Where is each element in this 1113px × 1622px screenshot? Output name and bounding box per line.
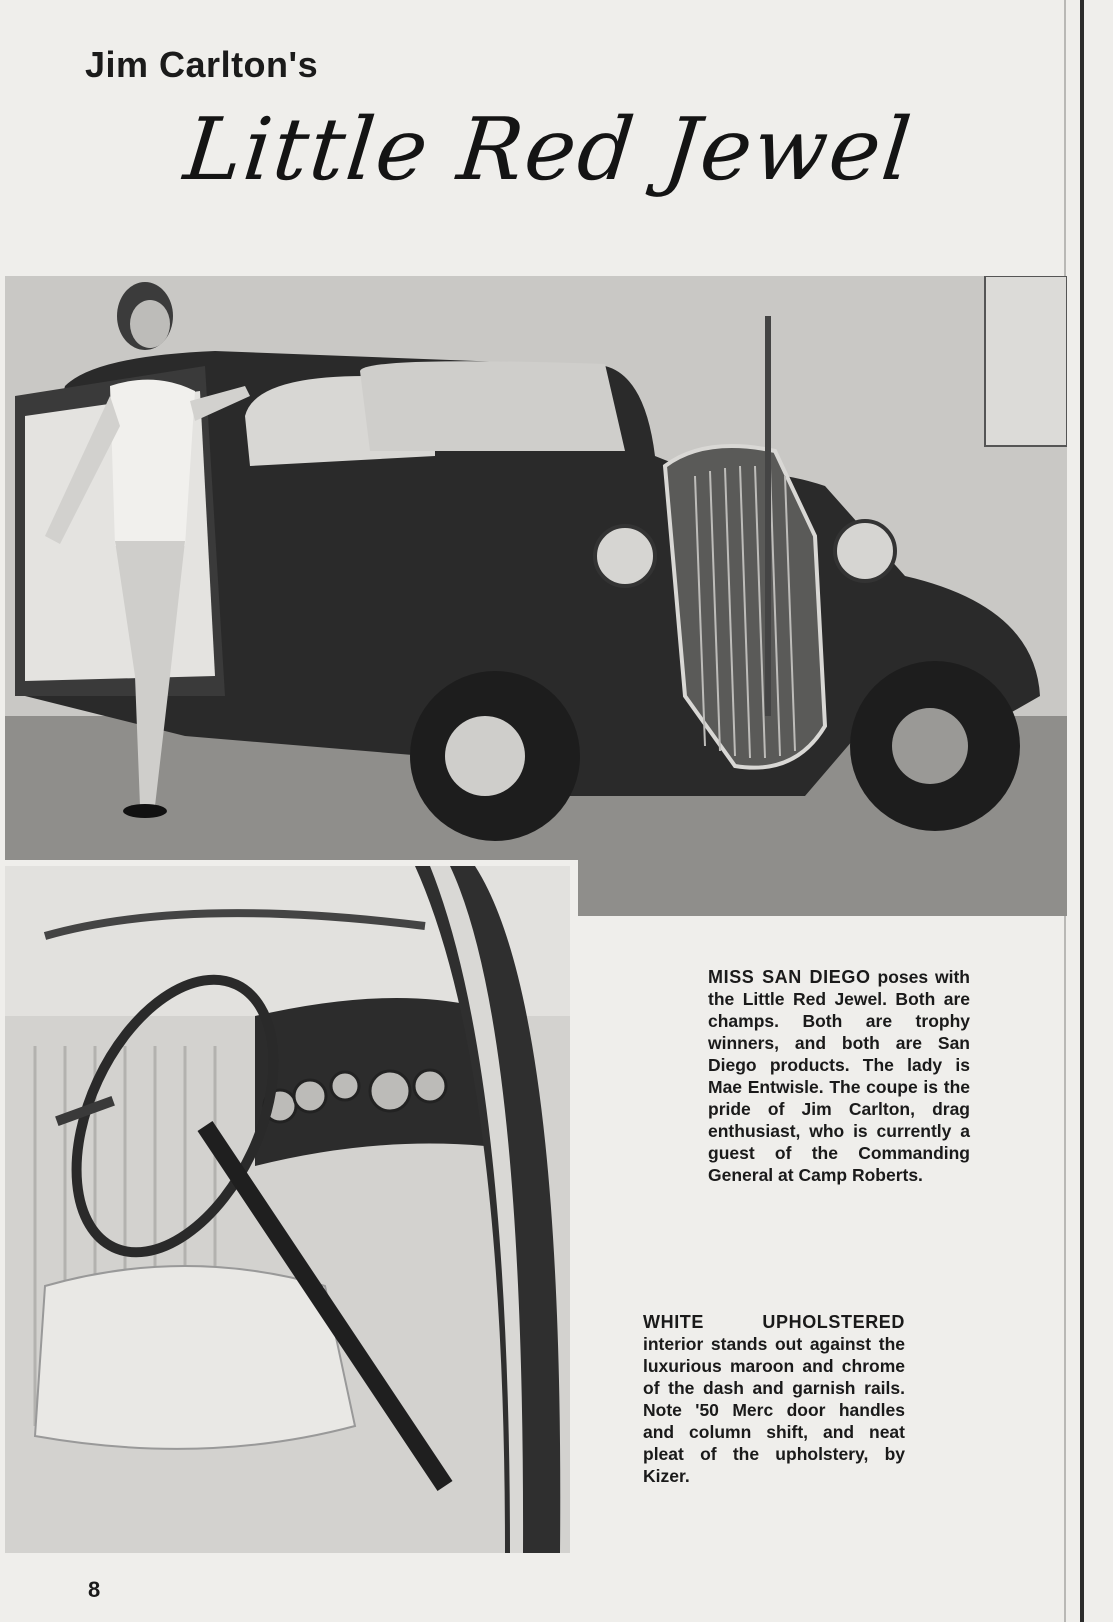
page-number: 8 [88, 1577, 101, 1602]
caption-lead: MISS SAN DIEGO [708, 967, 871, 987]
caption-body: interior stands out against the luxurious maroon and chrome of the dash and garnish rails. Note '50 Merc door handles and column shift, and neat pleat of the upholstery, by Kizer. [643, 1334, 905, 1486]
coupe-photo [5, 276, 1067, 916]
caption-lead: WHITE UPHOLSTERED [643, 1312, 905, 1332]
page-edge-line [1080, 0, 1084, 1622]
caption-miss-san-diego [708, 966, 970, 1186]
caption-white-upholstered [643, 1311, 905, 1487]
caption-body: poses with the Little Red Jewel. Both are champs. Both are trophy winners, and both are San Diego products. The lady is Mae Entwisle. The coupe is the pride of Jim Carlton, drag enthusiast, who is currently a guest of the Commanding General at Camp Roberts. [708, 967, 970, 1185]
article-title: Little Red Jewel [179, 100, 918, 200]
interior-photo [5, 860, 578, 1553]
article-kicker: Jim Carlton's [85, 44, 319, 85]
